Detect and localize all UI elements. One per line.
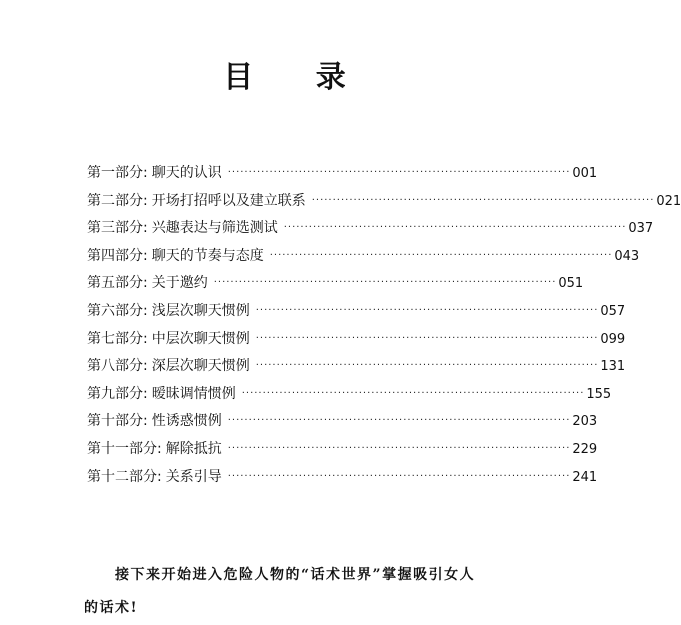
- toc-part-label: 第十一部分:: [87, 440, 162, 457]
- toc-section-name: 性诱惑惯例: [151, 413, 222, 430]
- toc-page-number: 057: [600, 303, 626, 319]
- toc-leader-dots: ··················································································: [241, 387, 585, 399]
- toc-page-number: 241: [572, 469, 598, 485]
- toc-page-number: 021: [656, 193, 681, 209]
- toc-entry: [87, 270, 584, 298]
- page-title: 目 录: [223, 60, 372, 95]
- toc-leader-dots: ··················································································: [227, 415, 571, 427]
- toc-entry: [87, 381, 612, 409]
- toc-part-label: 第八部分:: [87, 358, 148, 375]
- toc-leader-dots: ··················································································: [213, 277, 557, 289]
- toc-page-number: 051: [558, 276, 584, 292]
- toc-section-name: 兴趣表达与筛选测试: [151, 220, 278, 237]
- toc-entry: [87, 408, 598, 436]
- toc-page-number: 203: [572, 414, 598, 430]
- toc-page-number: 043: [614, 248, 640, 264]
- toc-entry: [87, 464, 598, 492]
- toc-part-label: 第七部分:: [87, 330, 148, 347]
- toc-part-label: 第一部分:: [87, 165, 148, 181]
- toc-part-label: 第六部分:: [87, 302, 148, 319]
- toc-section-name: 关于邀约: [151, 275, 208, 292]
- toc-part-label: 第四部分:: [87, 247, 148, 264]
- toc-part-label: 第三部分:: [87, 220, 148, 237]
- toc-part-label: 第十部分:: [87, 413, 148, 430]
- toc-leader-dots: ··················································································: [227, 470, 571, 482]
- toc-section-name: 关系引导: [165, 468, 222, 485]
- toc-entry: [87, 188, 681, 216]
- toc-entry: [87, 160, 598, 188]
- toc-leader-dots: ··················································································: [283, 222, 627, 234]
- toc-entry: [87, 353, 626, 381]
- toc-section-name: 深层次聊天惯例: [151, 358, 250, 375]
- toc-leader-dots: ··················································································: [255, 304, 599, 316]
- toc-section-name: 中层次聊天惯例: [151, 330, 250, 347]
- toc-leader-dots: ··················································································: [255, 360, 599, 372]
- toc-part-label: 第五部分:: [87, 275, 148, 292]
- toc-page-number: 037: [628, 221, 654, 237]
- toc-section-name: 暧昧调情惯例: [151, 385, 236, 402]
- toc-leader-dots: ··················································································: [227, 442, 571, 454]
- toc-leader-dots: ··················································································: [227, 167, 571, 178]
- toc-part-label: 第十二部分:: [87, 468, 162, 485]
- intro-paragraph: 接下来开始进入危险人物的“话术世界”掌握吸引女人的话术!: [84, 567, 476, 616]
- toc-part-label: 第二部分:: [87, 192, 148, 209]
- toc-leader-dots: ··················································································: [269, 249, 613, 261]
- toc-entry: [87, 436, 598, 464]
- toc-section-name: 聊天的节奏与态度: [151, 247, 264, 264]
- toc-entry: [87, 326, 626, 354]
- toc-entry: [87, 243, 640, 271]
- table-of-contents: [87, 160, 681, 491]
- toc-page-number: 155: [586, 386, 612, 402]
- toc-section-name: 聊天的认识: [151, 165, 222, 181]
- toc-page-number: 001: [572, 166, 598, 181]
- toc-leader-dots: ··················································································: [255, 332, 599, 344]
- toc-entry: [87, 298, 626, 326]
- toc-section-name: 浅层次聊天惯例: [151, 302, 250, 319]
- toc-page-number: 131: [600, 359, 626, 375]
- toc-section-name: 解除抵抗: [165, 440, 222, 457]
- toc-entry: [87, 215, 654, 243]
- toc-part-label: 第九部分:: [87, 385, 148, 402]
- toc-section-name: 开场打招呼以及建立联系: [151, 192, 306, 209]
- toc-page-number: 099: [600, 331, 626, 347]
- toc-page-number: 229: [572, 441, 598, 457]
- toc-leader-dots: ··················································································: [311, 194, 655, 206]
